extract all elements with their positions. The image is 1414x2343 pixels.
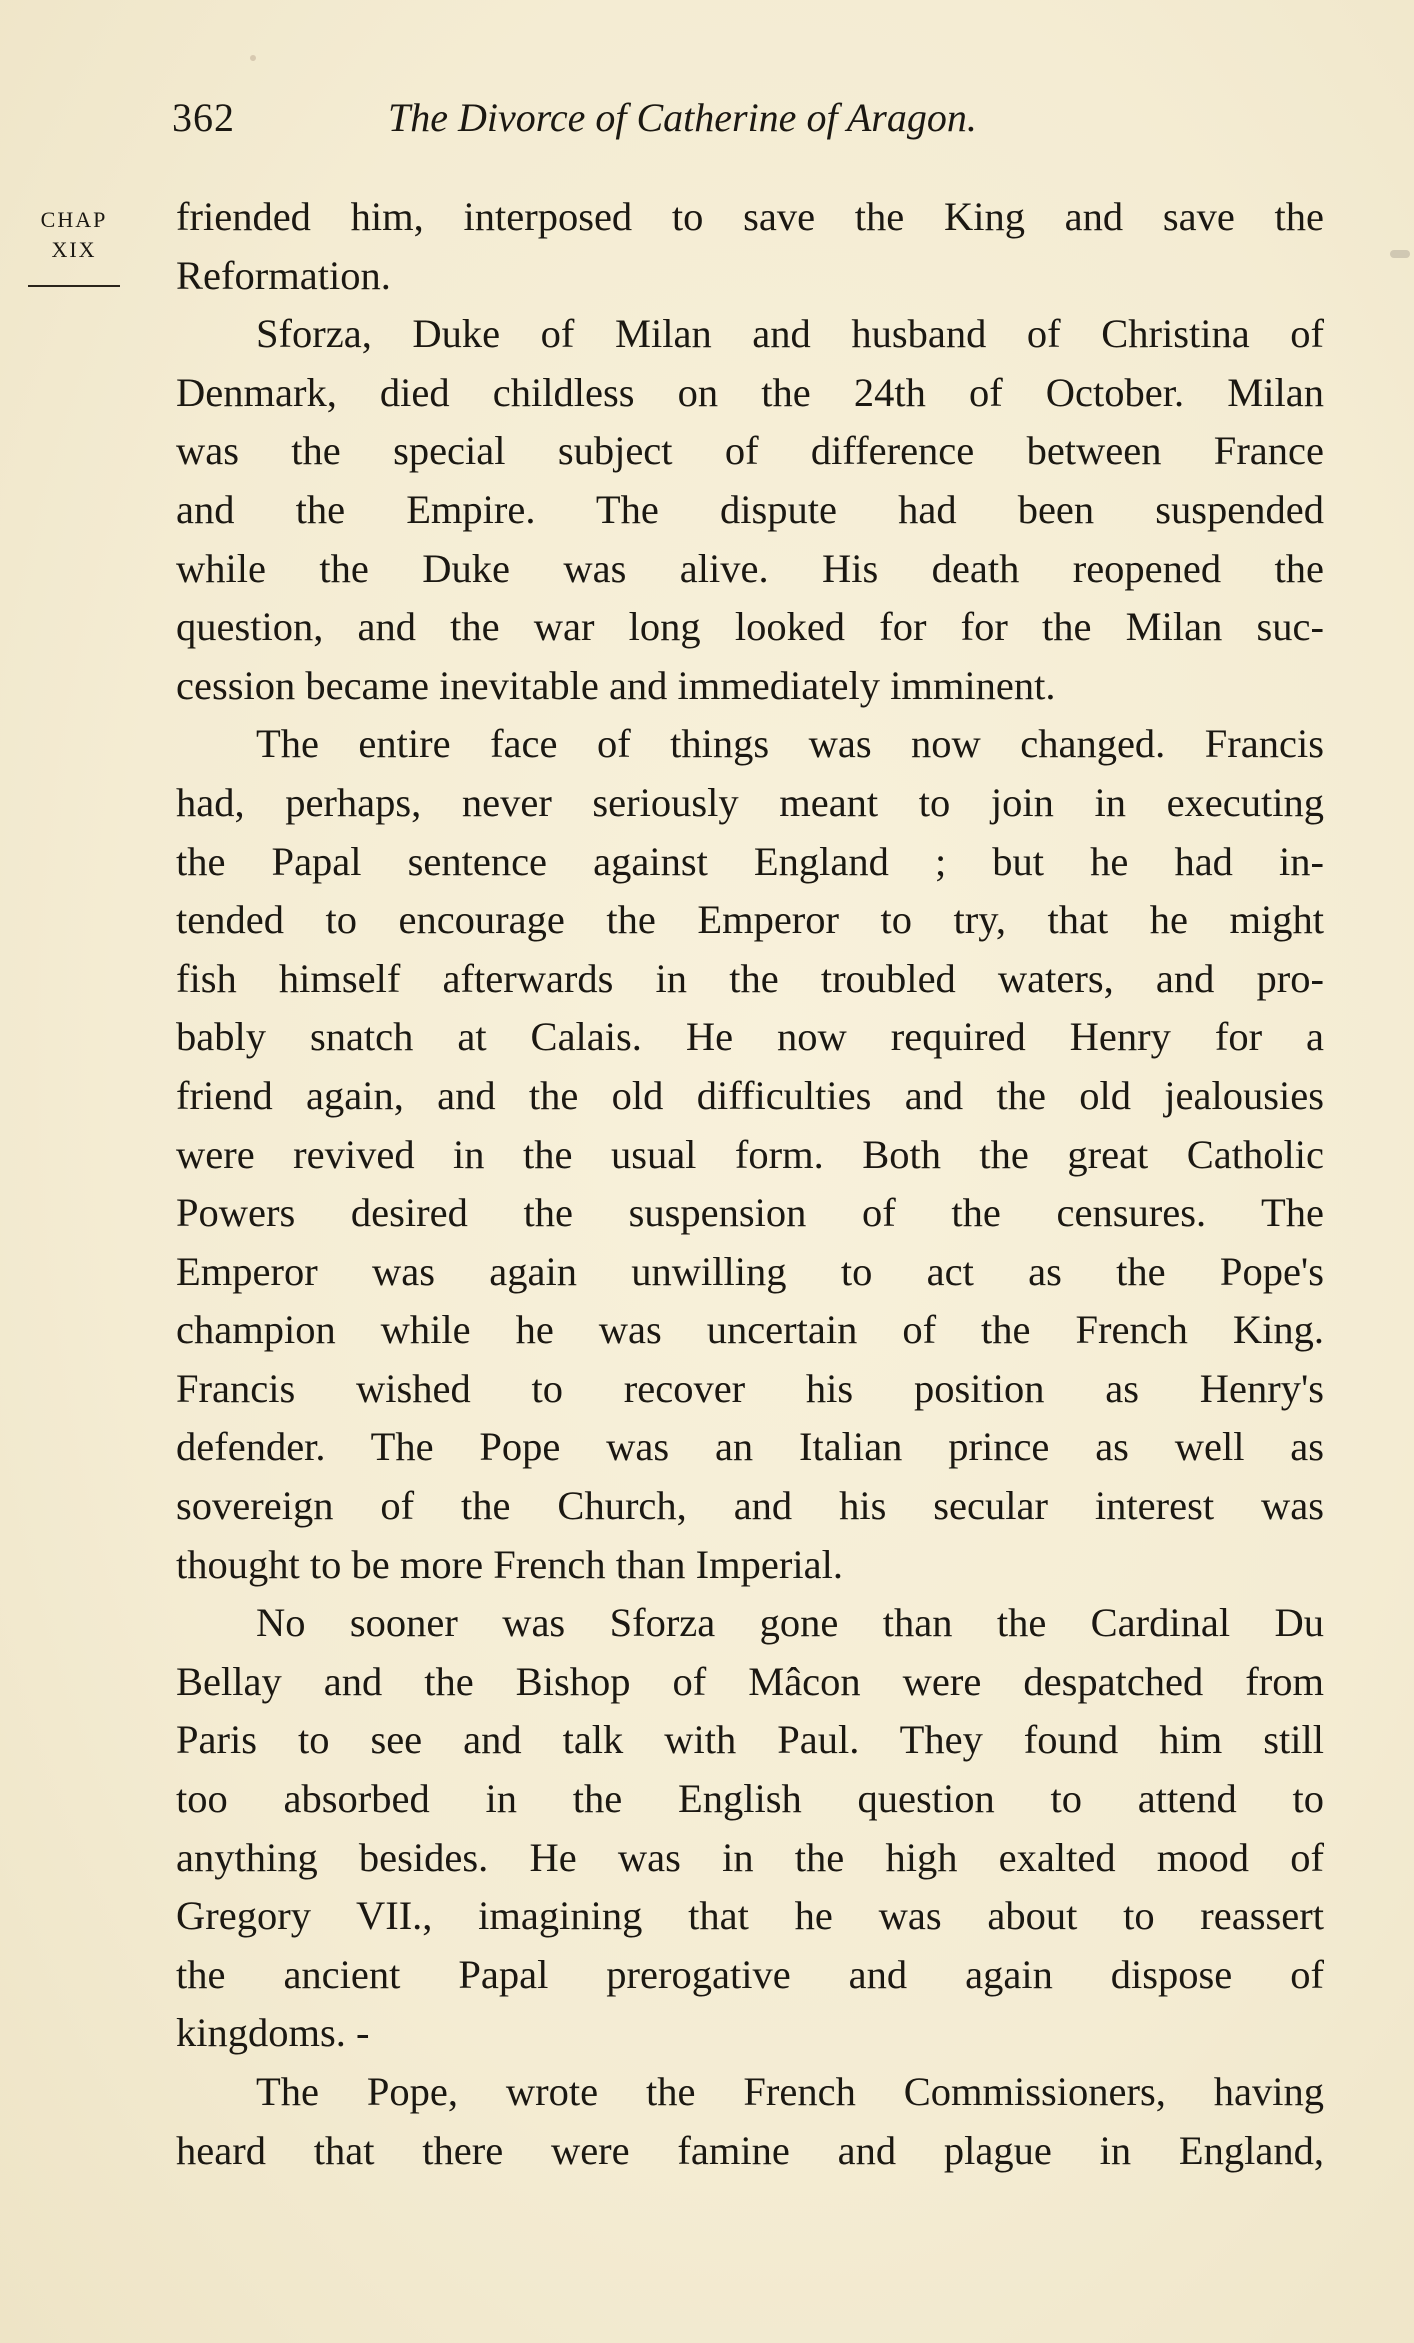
text-line: friended him, interposed to save the King and save the	[176, 194, 1324, 239]
text-line: friend again, and the old difficulties and the old jealousies	[176, 1072, 1324, 1118]
edge-smudge	[1390, 250, 1410, 258]
text-line: too absorbed in the English question to attend to	[176, 1776, 1324, 1822]
text-line: fish himself afterwards in the troubled waters, and pro-	[176, 955, 1324, 1001]
marginal-note-number: XIX	[51, 237, 97, 262]
text-line: question, and the war long looked for for the Milan suc-	[176, 604, 1324, 650]
text-line: Bellay and the Bishop of Mâcon were despatched from	[176, 1658, 1324, 1704]
text-line: Powers desired the suspension of the censures. The	[176, 1190, 1324, 1236]
paragraph-start-line: No sooner was Sforza gone than the Cardinal Du	[256, 1600, 1324, 1646]
text-line: Denmark, died childless on the 24th of October. Milan	[176, 369, 1324, 415]
text-line: heard that there were famine and plague in England,	[176, 2127, 1324, 2173]
text-line: bably snatch at Calais. He now required Henry for a	[176, 1014, 1324, 1060]
text-line: Gregory VII., imagining that he was about to reassert	[176, 1893, 1324, 1939]
text-line: kingdoms. -	[176, 2010, 370, 2056]
text-line: cession became inevitable and immediately imminent.	[176, 662, 1056, 708]
text-line: sovereign of the Church, and his secular interest was	[176, 1483, 1324, 1529]
text-line: the ancient Papal prerogative and again dispose of	[176, 1951, 1324, 1997]
marginal-note-rule	[28, 285, 120, 287]
text-line: Francis wished to recover his position as Henry's	[176, 1365, 1324, 1411]
paragraph-start-line: Sforza, Duke of Milan and husband of Christina of	[256, 311, 1324, 357]
text-line: was the special subject of difference between France	[176, 428, 1324, 474]
running-title: The Divorce of Catherine of Aragon.	[388, 95, 977, 140]
page-number: 362	[172, 95, 235, 140]
text-line: anything besides. He was in the high exalted mood of	[176, 1834, 1324, 1880]
text-line: defender. The Pope was an Italian prince as well as	[176, 1424, 1324, 1470]
running-head	[172, 88, 1172, 148]
body-text	[176, 188, 1324, 2180]
marginal-note-chap: CHAP	[40, 207, 108, 232]
text-line: Reformation.	[176, 252, 391, 298]
text-line: tended to encourage the Emperor to try, that he might	[176, 897, 1324, 943]
paragraph-start-line: The entire face of things was now changed. Francis	[256, 721, 1324, 767]
text-line: champion while he was uncertain of the French King.	[176, 1307, 1324, 1353]
text-line: the Papal sentence against England ; but he had in-	[176, 838, 1324, 884]
paragraph-start-line: The Pope, wrote the French Commissioners, having	[256, 2069, 1324, 2114]
text-line: thought to be more French than Imperial.	[176, 1541, 843, 1587]
text-line: had, perhaps, never seriously meant to join in executing	[176, 779, 1324, 825]
text-line: Paris to see and talk with Paul. They found him still	[176, 1717, 1324, 1763]
text-line: while the Duke was alive. His death reopened the	[176, 545, 1324, 591]
text-line: and the Empire. The dispute had been suspended	[176, 486, 1324, 532]
paper-speck	[250, 55, 256, 61]
chapter-marginal-note	[28, 205, 120, 287]
text-line: were revived in the usual form. Both the great Catholic	[176, 1131, 1324, 1177]
text-line: Emperor was again unwilling to act as the Pope's	[176, 1248, 1324, 1294]
